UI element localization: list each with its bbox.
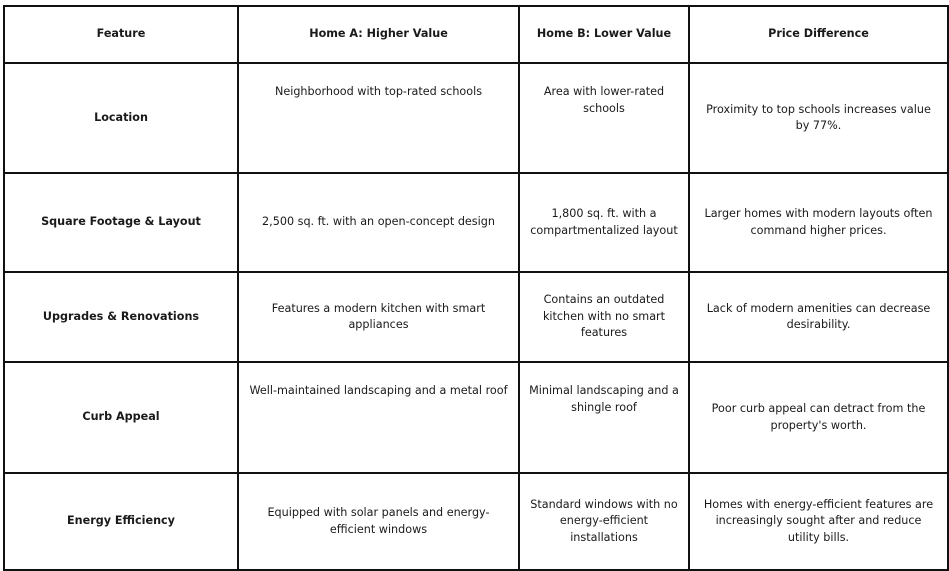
home-b-cell: Standard windows with no energy-efficient installations [519, 473, 689, 570]
difference-cell: Poor curb appeal can detract from the property's worth. [689, 362, 948, 473]
feature-cell: Curb Appeal [4, 362, 238, 473]
home-b-cell: Area with lower-rated schools [519, 63, 689, 173]
home-comparison-table [3, 5, 949, 571]
table-row [4, 473, 948, 570]
home-b-cell: Minimal landscaping and a shingle roof [519, 362, 689, 473]
header-feature: Feature [4, 6, 238, 63]
home-a-cell: Features a modern kitchen with smart appliances [238, 272, 519, 362]
home-b-cell: 1,800 sq. ft. with a compartmentalized layout [519, 173, 689, 272]
table-header-row [4, 6, 948, 63]
table-row [4, 63, 948, 173]
home-a-cell: Well-maintained landscaping and a metal roof [238, 362, 519, 473]
home-b-cell: Contains an outdated kitchen with no smart features [519, 272, 689, 362]
home-a-cell: 2,500 sq. ft. with an open-concept design [238, 173, 519, 272]
feature-cell: Energy Efficiency [4, 473, 238, 570]
home-a-cell: Neighborhood with top-rated schools [238, 63, 519, 173]
table-row [4, 362, 948, 473]
feature-cell: Location [4, 63, 238, 173]
difference-cell: Lack of modern amenities can decrease desirability. [689, 272, 948, 362]
feature-cell: Square Footage & Layout [4, 173, 238, 272]
difference-cell: Homes with energy-efficient features are increasingly sought after and reduce utility bills. [689, 473, 948, 570]
comparison-table-container [3, 5, 949, 571]
home-a-cell: Equipped with solar panels and energy-efficient windows [238, 473, 519, 570]
header-home-a: Home A: Higher Value [238, 6, 519, 63]
difference-cell: Larger homes with modern layouts often command higher prices. [689, 173, 948, 272]
feature-cell: Upgrades & Renovations [4, 272, 238, 362]
difference-cell: Proximity to top schools increases value by 77%. [689, 63, 948, 173]
header-home-b: Home B: Lower Value [519, 6, 689, 63]
table-row [4, 173, 948, 272]
header-price-difference: Price Difference [689, 6, 948, 63]
table-row [4, 272, 948, 362]
